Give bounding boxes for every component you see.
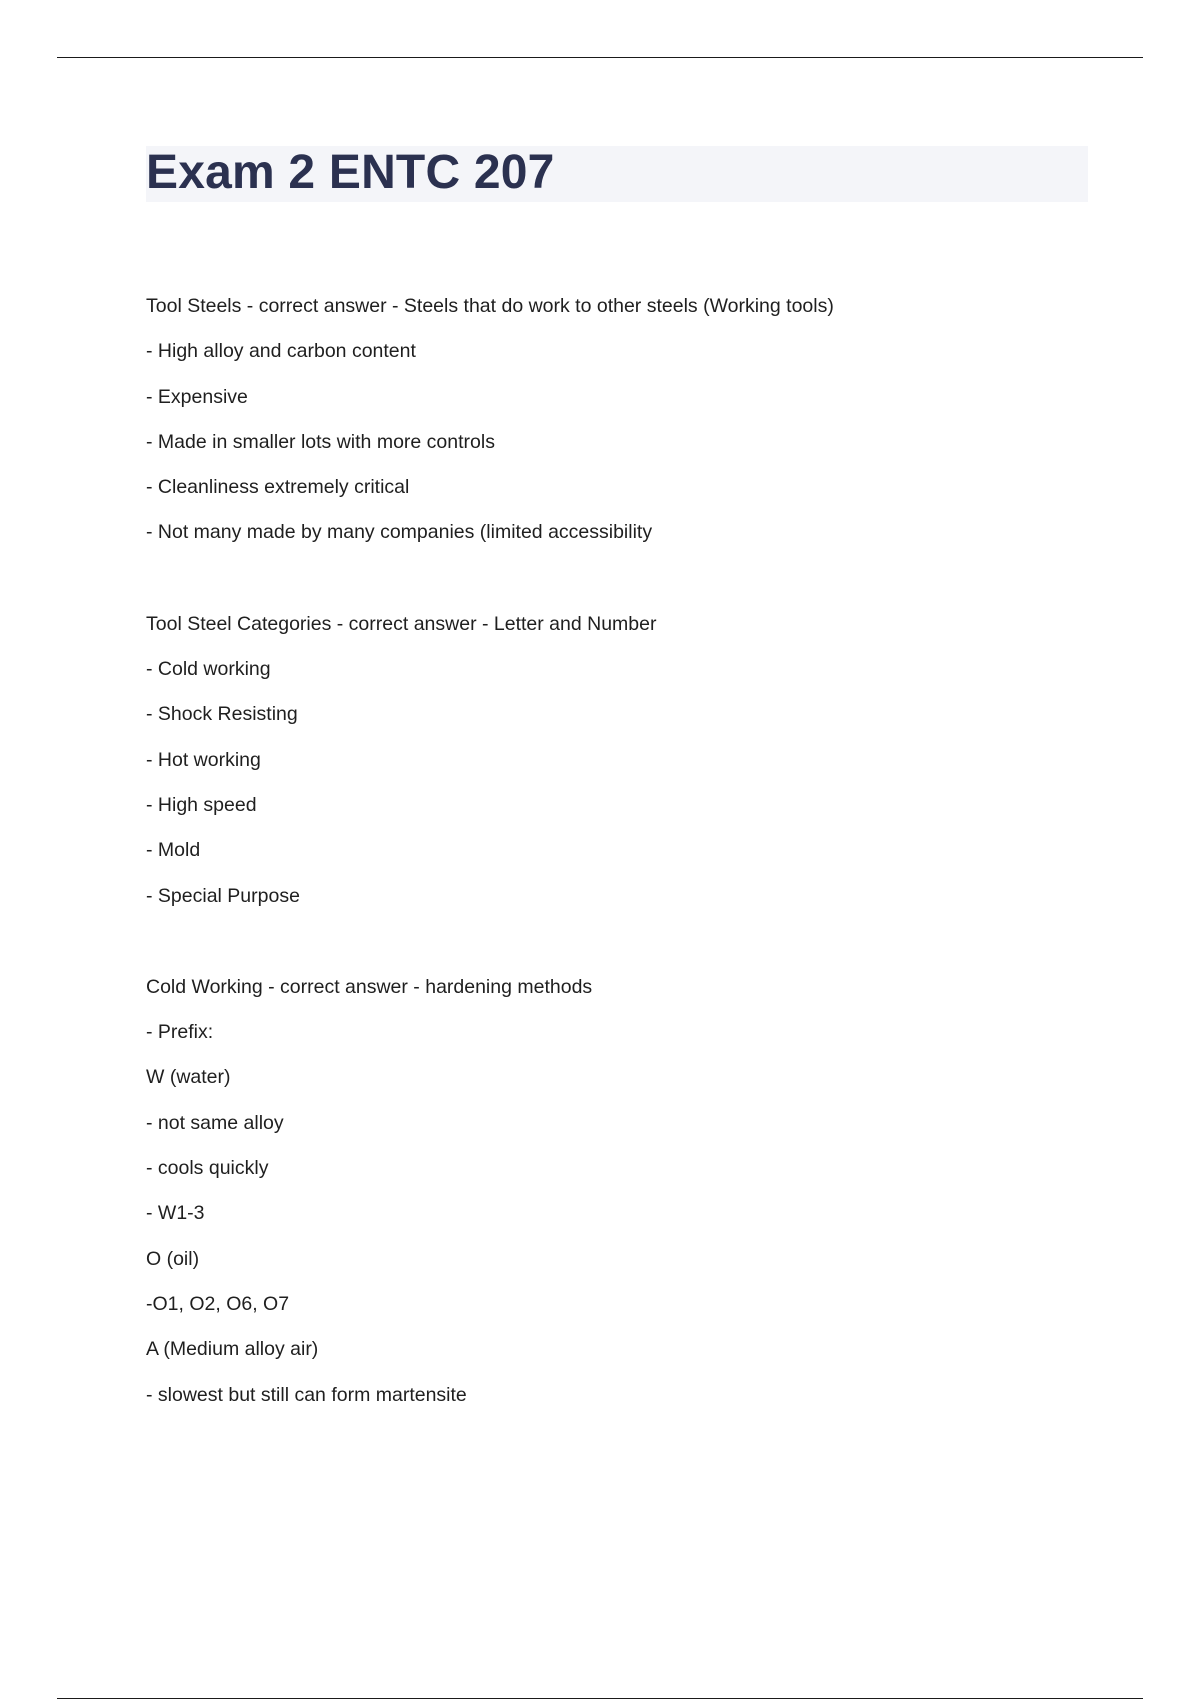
text-line: - slowest but still can form martensite <box>146 1383 467 1406</box>
text-line: - High alloy and carbon content <box>146 340 416 363</box>
text-line: A (Medium alloy air) <box>146 1338 319 1361</box>
text-line: - Cleanliness extremely critical <box>146 476 410 499</box>
section-tool-steel-categories <box>146 609 1096 926</box>
text-line: - W1-3 <box>146 1202 205 1225</box>
text-line: - Mold <box>146 839 201 862</box>
document-title: Exam 2 ENTC 207 <box>146 146 555 199</box>
section-cold-working <box>146 972 1096 1425</box>
text-line: -O1, O2, O6, O7 <box>146 1292 290 1315</box>
bottom-rule <box>57 1698 1143 1699</box>
top-rule <box>57 57 1143 58</box>
text-line: Cold Working - correct answer - hardening methods <box>146 975 593 998</box>
text-line: - Shock Resisting <box>146 703 298 726</box>
text-line: Tool Steel Categories - correct answer - Letter and Number <box>146 612 657 635</box>
text-line: - Prefix: <box>146 1021 214 1044</box>
text-line: O (oil) <box>146 1247 200 1270</box>
text-line: Tool Steels - correct answer - Steels that do work to other steels (Working tools) <box>146 295 834 317</box>
text-line: - Not many made by many companies (limited accessibility <box>146 521 653 544</box>
text-line: - Special Purpose <box>146 884 300 907</box>
text-line: - Expensive <box>146 385 248 408</box>
text-line: W (water) <box>146 1066 231 1089</box>
text-line: - Hot working <box>146 748 261 771</box>
text-line: - Made in smaller lots with more controls <box>146 430 495 453</box>
text-line: - Cold working <box>146 658 271 681</box>
text-line: - High speed <box>146 793 257 816</box>
section-tool-steels <box>146 291 1096 563</box>
text-line: - cools quickly <box>146 1157 269 1180</box>
document-body <box>146 291 1096 1425</box>
text-line: - not same alloy <box>146 1111 284 1134</box>
